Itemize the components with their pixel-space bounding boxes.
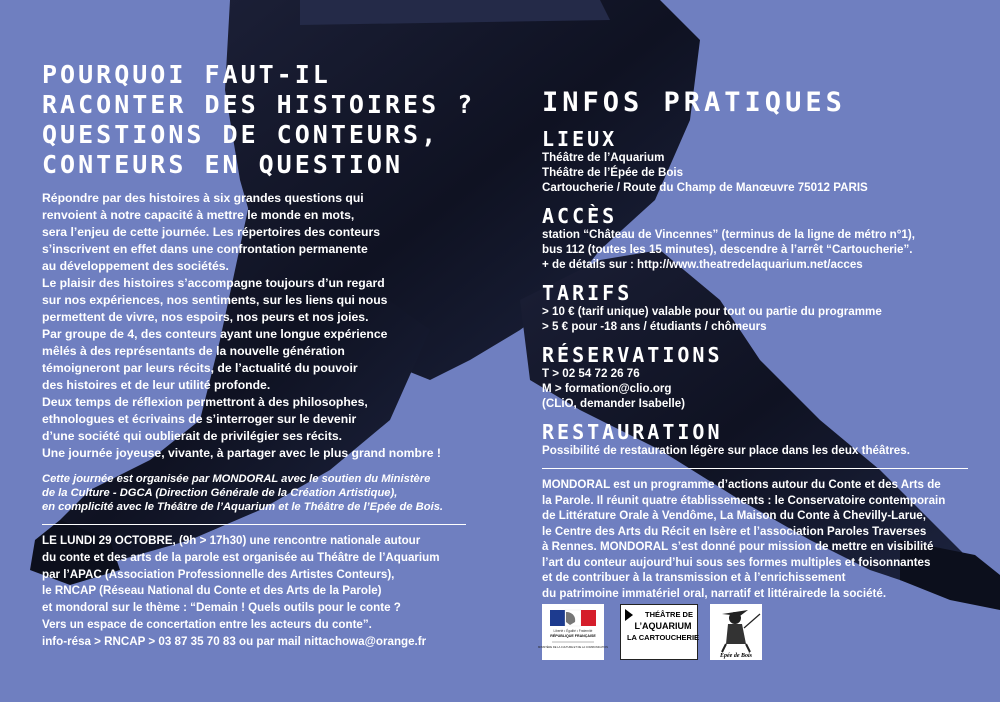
credit-text [42,472,502,514]
mondoral-line: du patrimoine immatériel oral, narratif et littérairede la société. [542,586,887,600]
musketeer-icon [710,604,762,660]
section-title-lieux: LIEUX [542,127,618,151]
announce-line: du conte et des arts de la parole est organisée au Théâtre de l’Aquarium [42,550,440,564]
section-line: station “Château de Vincennes” (terminus de la ligne de métro n°1), [542,228,915,241]
aquarium-mark [621,605,699,661]
credit-line: Cette journée est organisée par MONDORAL avec le soutien du Ministère [42,473,431,485]
section-line: Cartoucherie / Route du Champ de Manœuvre 75012 PARIS [542,181,868,194]
announce-line: info-résa > RNCAP > 03 87 35 70 83 ou par mail nittachowa@orange.fr [42,634,427,648]
intro-text [42,190,502,462]
section-line: (CLiO, demander Isabelle) [542,397,686,410]
section-acces [542,227,972,272]
mondoral-line: à Rennes. MONDORAL s’est donné pour mission de mettre en visibilité [542,540,934,553]
section-link-acces[interactable]: + de détails sur : http://www.theatredelaquarium.net/acces [542,258,863,271]
section-line: > 5 € pour -18 ans / étudiants / chômeurs [542,320,767,333]
intro-line: ethnologues et écrivains de s’interroger sur le devenir [42,412,357,426]
title-line: CONTEURS EN QUESTION [42,150,404,179]
intro-line: s’inscrivent en effet dans une confrontation permanente [42,242,368,256]
right-column [542,88,972,601]
epee-name: Épée de Bois [720,653,752,659]
intro-line: Répondre par des histoires à six grandes questions qui [42,191,364,205]
section-line: T > 02 54 72 26 76 [542,367,640,380]
aquarium-line1: THÉÂTRE DE [645,610,693,619]
section-title-reservations: RÉSERVATIONS [542,343,723,367]
announce-line: LE LUNDI 29 OCTOBRE, (9h > 17h30) une rencontre nationale autour [42,534,421,547]
intro-line: Une journée joyeuse, vivante, à partager avec le plus grand nombre ! [42,446,441,460]
divider [542,468,968,469]
aquarium-line2: L’AQUARIUM [634,621,692,631]
intro-line: renvoient à notre capacité à mettre le monde en mots, [42,208,355,222]
marianne-icon [537,604,609,660]
section-line: bus 112 (toutes les 15 minutes), descendre à l’arrêt “Cartoucherie”. [542,243,913,256]
infos-heading: INFOS PRATIQUES [542,87,846,118]
section-reservations [542,366,972,411]
title-line: QUESTIONS DE CONTEURS, [42,120,440,149]
aquarium-line3: LA CARTOUCHERIE [626,633,700,642]
ministere-country: RÉPUBLIQUE FRANÇAISE [550,634,596,638]
announce-line: Vers un espace de concertation entre les acteurs du conte”. [42,617,372,631]
title-line: RACONTER DES HISTOIRES ? [42,90,476,119]
intro-line: témoigneront par leurs récits, de l’actualité du pouvoir [42,361,358,375]
epee-de-bois-logo [710,604,762,660]
section-line: Théâtre de l’Épée de Bois [542,166,684,179]
ministere-caption: MINISTÈRE DE LA CULTURE ET DE LA COMMUNICATION [537,646,609,649]
intro-line: Deux temps de réflexion permettront à des philosophes, [42,395,368,409]
title-line: POURQUOI FAUT-IL [42,60,331,89]
credit-line: en complicité avec le Théâtre de l’Aquarium et le Théâtre de l’Epée de Bois. [42,501,444,513]
fish-icon [625,609,633,621]
mondoral-line: MONDORAL est un programme d’actions autour du Conte et des Arts de [542,478,941,491]
section-title-restauration: RESTAURATION [542,420,723,444]
intro-line: d’une société qui oublierait de privilégier ses récits. [42,429,343,443]
intro-line: sera l’enjeu de cette journée. Les répertoires des conteurs [42,225,380,239]
intro-line: des histoires et de leur utilité profonde. [42,378,271,392]
announce-line: le RNCAP (Réseau National du Conte et des Arts de la Parole) [42,584,382,598]
credit-line: de la Culture - DGCA (Direction Générale de la Création Artistique), [42,487,398,499]
partner-logos [537,604,962,660]
announce-line: et mondoral sur le thème : “Demain ! Quels outils pour le conte ? [42,601,401,615]
ministere-motto: Liberté • Égalité • Fraternité [553,629,593,633]
intro-line: Le plaisir des histoires s’accompagne toujours d’un regard [42,276,385,290]
intro-line: au développement des sociétés. [42,259,229,273]
divider [42,524,466,525]
intro-line: permettent de vivre, nos espoirs, nos peurs et nos joies. [42,310,369,324]
ministere-logo [537,604,609,660]
intro-line: mêlés à des représentants de la nouvelle génération [42,344,345,358]
announce-line: par l’APAC (Association Professionnelle des Artistes Conteurs), [42,567,395,581]
mondoral-line: et de contribuer à la transmission et à l’enrichissement [542,571,846,584]
mondoral-line: de Littérature Orale à Vendôme, La Maison du Conte à Chevilly-Larue, [542,509,926,522]
section-line: Théâtre de l’Aquarium [542,151,665,164]
section-email[interactable]: M > formation@clio.org [542,382,672,395]
section-title-tarifs: TARIFS [542,281,633,305]
event-announcement [42,533,502,651]
section-tarifs [542,304,972,334]
intro-line: sur nos expériences, nos sentiments, sur les liens qui nous [42,293,388,307]
section-restauration [542,443,972,458]
mondoral-line: le Centre des Arts du Récit en Isère et l’association Paroles Traverses [542,524,927,538]
aquarium-logo [620,604,698,660]
main-title [42,60,502,180]
mondoral-line: la Parole. Il réunit quatre établissements : le Conservatoire contemporain [542,493,946,507]
intro-line: Par groupe de 4, des conteurs ayant une longue expérience [42,327,388,341]
section-title-acces: ACCÈS [542,204,618,228]
left-column [42,60,502,651]
mondoral-line: l’art du conteur aujourd’hui sous ses formes multiples et foisonnantes [542,555,931,569]
section-line: Possibilité de restauration légère sur place dans les deux théâtres. [542,444,910,457]
mondoral-text [542,477,972,601]
section-line: > 10 € (tarif unique) valable pour tout ou partie du programme [542,305,882,318]
section-lieux [542,150,972,195]
